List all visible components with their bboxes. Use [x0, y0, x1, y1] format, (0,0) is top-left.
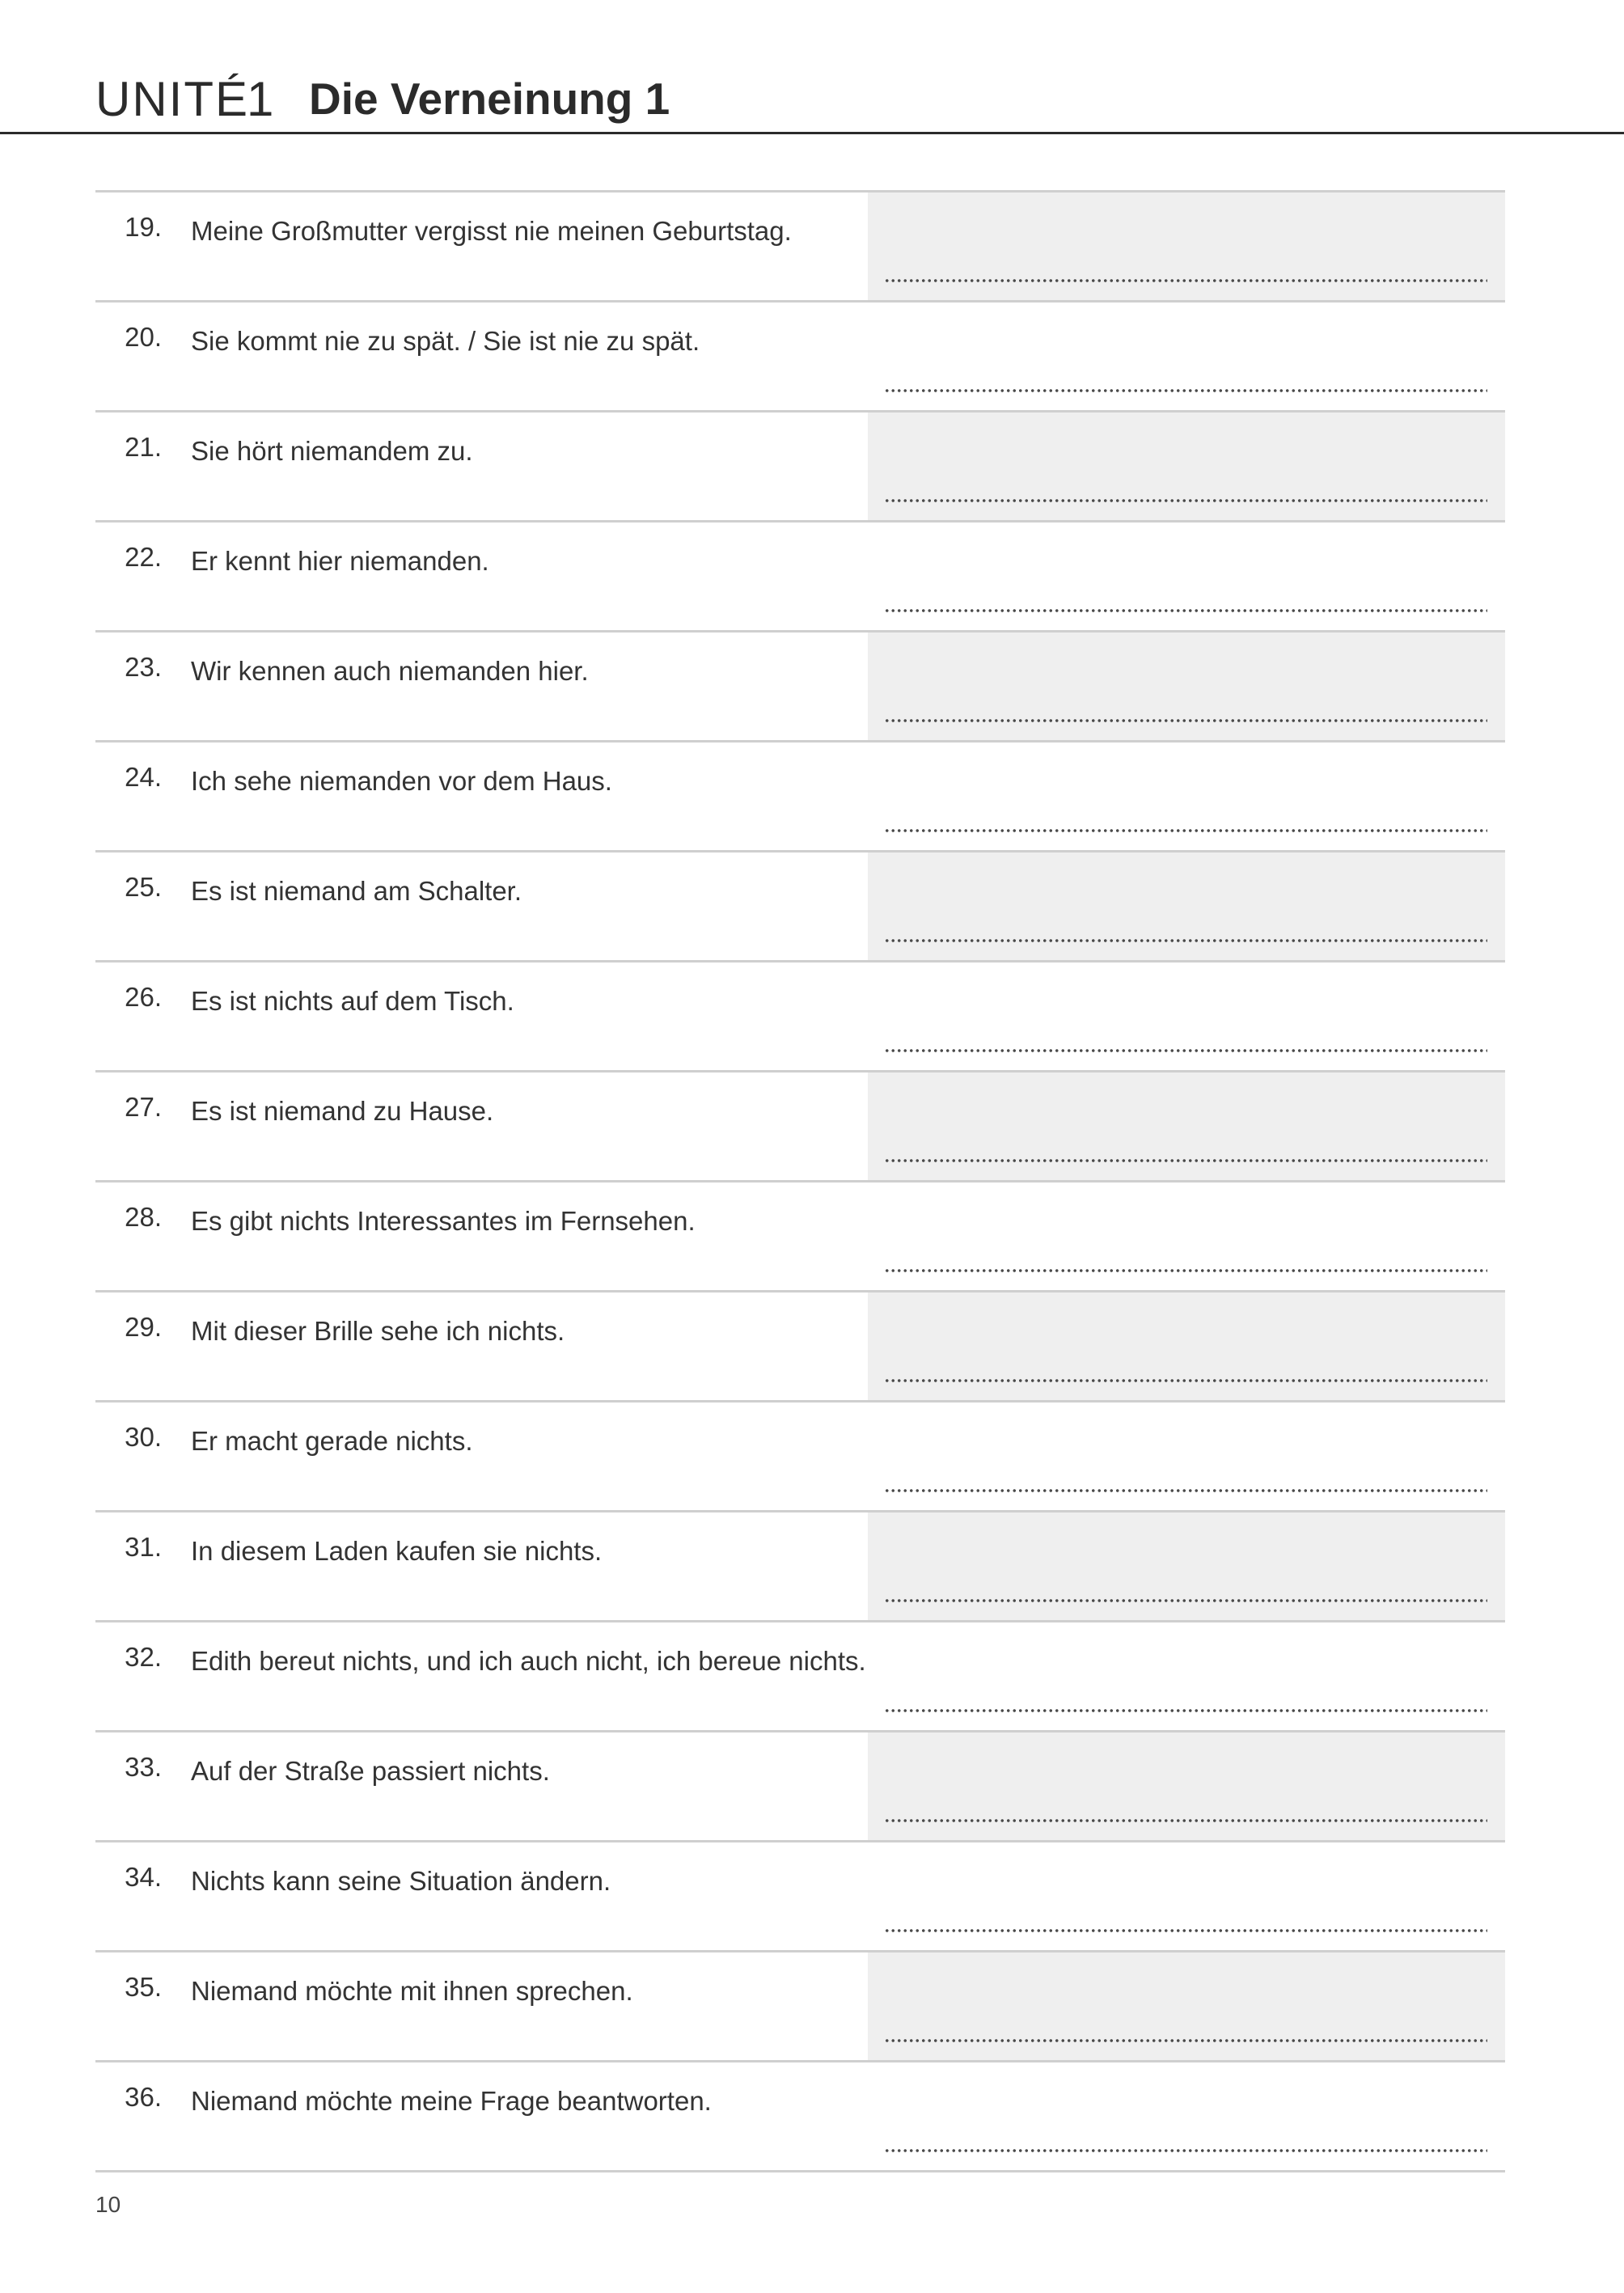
dotted-answer-line: [884, 2148, 1487, 2153]
dotted-answer-line: [884, 718, 1487, 723]
answer-cell[interactable]: [868, 302, 1505, 410]
exercise-number: 28.: [125, 1202, 162, 1232]
unit-number: 1: [247, 72, 274, 126]
exercise-row: [95, 1842, 1505, 1952]
question-cell: [95, 1292, 864, 1400]
exercise-sentence: Mit dieser Brille sehe ich nichts.: [191, 1316, 565, 1346]
exercise-row: [95, 1622, 1505, 1732]
dotted-answer-line: [884, 1708, 1487, 1713]
exercise-sentence: Es ist niemand zu Hause.: [191, 1096, 494, 1126]
exercise-number: 22.: [125, 542, 162, 572]
exercise-row: [95, 1072, 1505, 1182]
exercise-number: 23.: [125, 652, 162, 682]
exercise-row: [95, 302, 1505, 412]
exercise-row: [95, 1952, 1505, 2062]
exercise-sentence: Es ist niemand am Schalter.: [191, 876, 522, 906]
exercise-row: [95, 1732, 1505, 1842]
exercise-table: [95, 190, 1505, 2172]
exercise-number: 26.: [125, 982, 162, 1012]
answer-cell[interactable]: [868, 192, 1505, 300]
dotted-answer-line: [884, 1488, 1487, 1493]
exercise-row: [95, 1512, 1505, 1622]
question-cell: [95, 1512, 864, 1620]
exercise-row: [95, 742, 1505, 852]
question-cell: [95, 1402, 864, 1510]
question-cell: [95, 1182, 864, 1290]
question-cell: [95, 302, 864, 410]
exercise-sentence: Meine Großmutter vergisst nie meinen Geburtstag.: [191, 216, 792, 246]
exercise-number: 21.: [125, 432, 162, 462]
answer-cell[interactable]: [868, 1512, 1505, 1620]
exercise-number: 35.: [125, 1972, 162, 2002]
dotted-answer-line: [884, 828, 1487, 833]
exercise-sentence: Edith bereut nichts, und ich auch nicht, ich bereue nichts.: [191, 1646, 866, 1676]
exercise-number: 29.: [125, 1312, 162, 1342]
question-cell: [95, 1732, 864, 1840]
exercise-sentence: Auf der Straße passiert nichts.: [191, 1756, 550, 1786]
exercise-number: 36.: [125, 2082, 162, 2112]
page-number: 10: [95, 2192, 121, 2217]
question-cell: [95, 962, 864, 1070]
exercise-row: [95, 1402, 1505, 1512]
dotted-answer-line: [884, 1268, 1487, 1273]
exercise-row: [95, 522, 1505, 632]
answer-cell[interactable]: [868, 412, 1505, 520]
exercise-sentence: Sie kommt nie zu spät. / Sie ist nie zu spät.: [191, 326, 700, 356]
exercise-number: 25.: [125, 872, 162, 902]
exercise-sentence: Sie hört niemandem zu.: [191, 436, 473, 466]
question-cell: [95, 1072, 864, 1180]
question-cell: [95, 522, 864, 630]
exercise-number: 24.: [125, 762, 162, 792]
answer-cell[interactable]: [868, 1182, 1505, 1290]
dotted-answer-line: [884, 1048, 1487, 1053]
question-cell: [95, 1952, 864, 2060]
page-header: [0, 0, 1624, 134]
exercise-number: 19.: [125, 212, 162, 242]
answer-cell[interactable]: [868, 632, 1505, 740]
question-cell: [95, 2062, 864, 2170]
answer-cell[interactable]: [868, 1952, 1505, 2060]
question-cell: [95, 852, 864, 960]
exercise-number: 33.: [125, 1752, 162, 1782]
dotted-answer-line: [884, 1598, 1487, 1603]
dotted-answer-line: [884, 1378, 1487, 1383]
exercise-row: [95, 2062, 1505, 2172]
exercise-sentence: Nichts kann seine Situation ändern.: [191, 1866, 611, 1896]
exercise-sentence: Es gibt nichts Interessantes im Fernsehen.: [191, 1206, 696, 1236]
dotted-answer-line: [884, 278, 1487, 283]
answer-cell[interactable]: [868, 1842, 1505, 1950]
answer-cell[interactable]: [868, 1402, 1505, 1510]
question-cell: [95, 412, 864, 520]
question-cell: [95, 1842, 864, 1950]
dotted-answer-line: [884, 1158, 1487, 1163]
exercise-row: [95, 852, 1505, 962]
exercise-sentence: Er macht gerade nichts.: [191, 1426, 473, 1456]
exercise-sentence: Wir kennen auch niemanden hier.: [191, 656, 589, 686]
dotted-answer-line: [884, 608, 1487, 613]
exercise-sentence: In diesem Laden kaufen sie nichts.: [191, 1536, 603, 1566]
answer-cell[interactable]: [868, 1292, 1505, 1400]
dotted-answer-line: [884, 938, 1487, 943]
answer-cell[interactable]: [868, 2062, 1505, 2170]
exercise-number: 31.: [125, 1532, 162, 1562]
dotted-answer-line: [884, 388, 1487, 393]
exercise-number: 34.: [125, 1862, 162, 1892]
question-cell: [95, 192, 864, 300]
exercise-sentence: Niemand möchte meine Frage beantworten.: [191, 2086, 712, 2116]
exercise-number: 27.: [125, 1092, 162, 1122]
exercise-row: [95, 1182, 1505, 1292]
answer-cell[interactable]: [868, 852, 1505, 960]
question-cell: [95, 1622, 864, 1730]
question-cell: [95, 742, 864, 850]
answer-cell[interactable]: [868, 1732, 1505, 1840]
exercise-sentence: Er kennt hier niemanden.: [191, 546, 489, 576]
exercise-row: [95, 1292, 1505, 1402]
dotted-answer-line: [884, 498, 1487, 503]
answer-cell[interactable]: [868, 742, 1505, 850]
exercise-row: [95, 192, 1505, 302]
exercise-row: [95, 412, 1505, 522]
question-cell: [95, 632, 864, 740]
answer-cell[interactable]: [868, 1622, 1505, 1730]
dotted-answer-line: [884, 2038, 1487, 2043]
answer-cell[interactable]: [868, 1072, 1505, 1180]
answer-cell[interactable]: [868, 522, 1505, 630]
exercise-row: [95, 632, 1505, 742]
exercise-sentence: Es ist nichts auf dem Tisch.: [191, 986, 514, 1016]
exercise-sentence: Niemand möchte mit ihnen sprechen.: [191, 1976, 633, 2006]
answer-cell[interactable]: [868, 962, 1505, 1070]
unit-label: UNITÉ: [95, 72, 249, 126]
exercise-number: 30.: [125, 1422, 162, 1452]
dotted-answer-line: [884, 1818, 1487, 1823]
exercise-number: 32.: [125, 1642, 162, 1672]
exercise-row: [95, 962, 1505, 1072]
exercise-sentence: Ich sehe niemanden vor dem Haus.: [191, 766, 612, 796]
page-title: Die Verneinung 1: [309, 74, 670, 124]
dotted-answer-line: [884, 1928, 1487, 1933]
exercise-number: 20.: [125, 322, 162, 352]
